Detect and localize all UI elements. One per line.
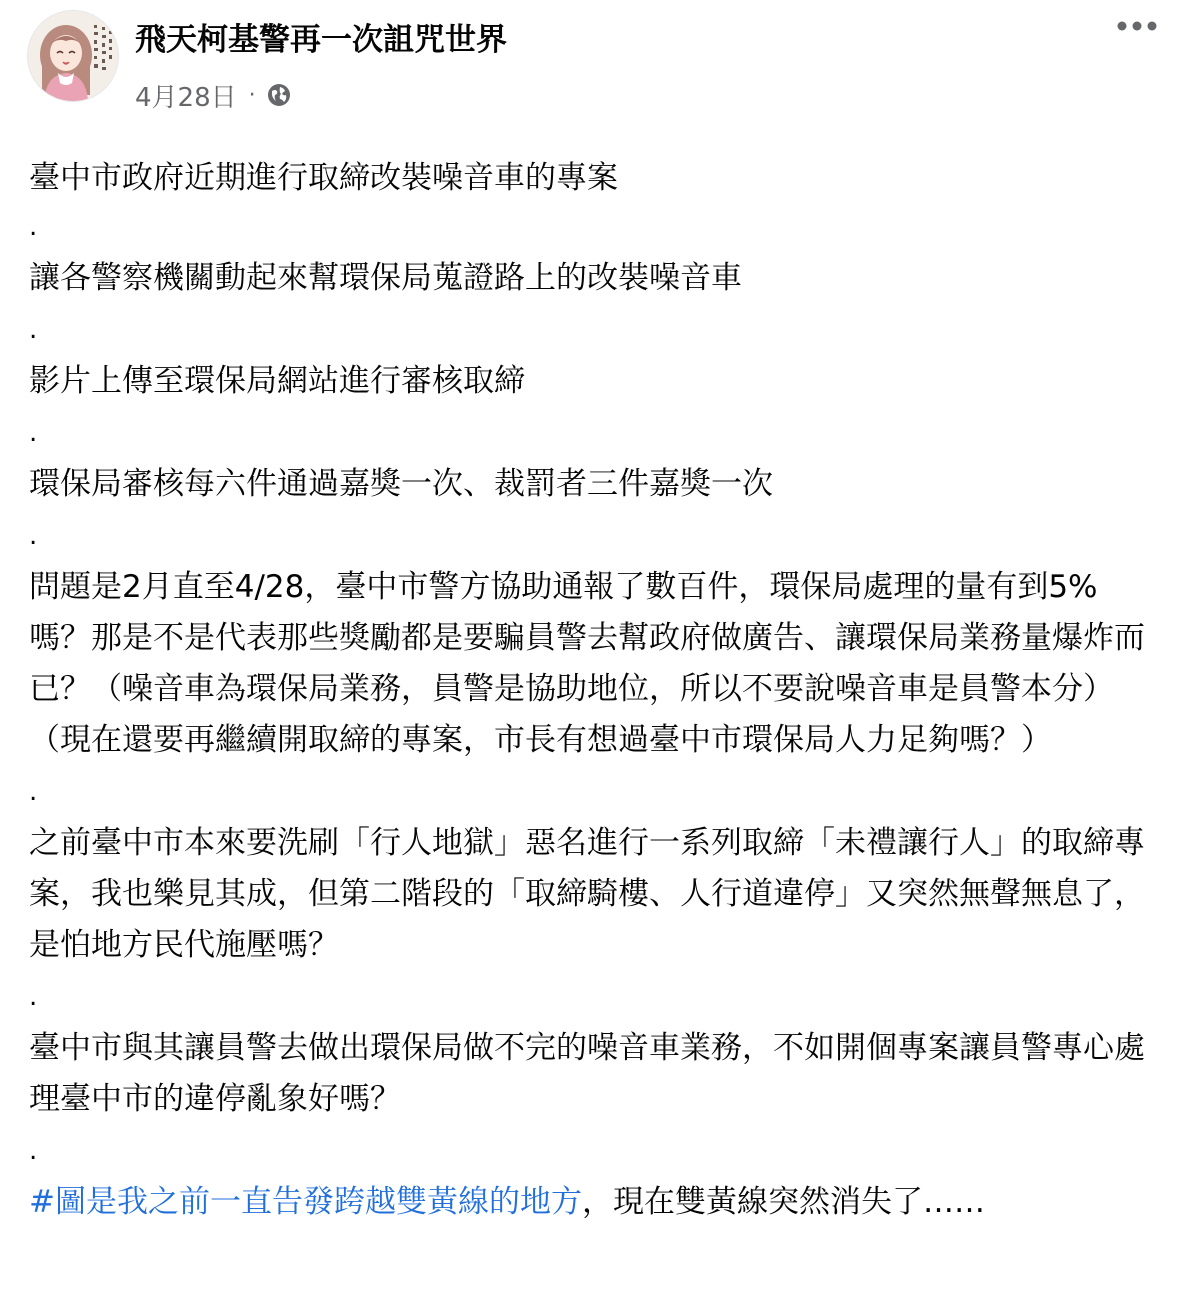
dot-separator: .	[29, 212, 38, 242]
dot-separator: .	[29, 521, 38, 551]
author-avatar[interactable]	[27, 10, 119, 102]
more-horizontal-icon	[1112, 16, 1162, 36]
post-paragraph: 讓各警察機關動起來幫環保局蒐證路上的改裝噪音車	[29, 260, 742, 296]
meta-separator: ·	[248, 82, 256, 108]
post-text: ，現在雙黃線突然消失了……	[581, 1184, 985, 1220]
post-meta	[135, 76, 292, 114]
dot-separator: .	[29, 1136, 38, 1166]
more-options-button[interactable]	[1112, 6, 1162, 46]
dot-separator: .	[29, 982, 38, 1012]
post-paragraph-last	[29, 1177, 1159, 1228]
anime-girl-avatar-icon	[28, 11, 118, 101]
post-paragraph: 影片上傳至環保局網站進行審核取締	[29, 363, 525, 399]
post-paragraph: （現在還要再繼續開取締的專案，市長有想過臺中市環保局人力足夠嗎？）	[29, 722, 1052, 758]
dot-separator: .	[29, 777, 38, 807]
post-paragraph: 之前臺中市本來要洗刷「行人地獄」惡名進行一系列取締「未禮讓行人」的取締專案，我也樂見其成，但第二階段的「取締騎樓、人行道違停」又突然無聲無息了，是怕地方民代施壓嗎？	[29, 825, 1145, 963]
dot-separator: .	[29, 315, 38, 345]
dot-separator: .	[29, 418, 38, 448]
post-paragraph: 臺中市政府近期進行取締改裝噪音車的專案	[29, 160, 618, 196]
author-name[interactable]: 飛天柯基警再一次詛咒世界	[135, 22, 507, 58]
globe-icon[interactable]	[266, 82, 292, 108]
hashtag-link[interactable]: #圖是我之前一直告發跨越雙黃線的地方	[29, 1184, 582, 1220]
post-paragraph: 環保局審核每六件通過嘉獎一次、裁罰者三件嘉獎一次	[29, 466, 773, 502]
post-paragraph: 臺中市與其讓員警去做出環保局做不完的噪音車業務，不如開個專案讓員警專心處理臺中市的違停亂象好嗎？	[29, 1030, 1145, 1117]
post-body	[29, 153, 1159, 1228]
post-date[interactable]: 4月28日	[135, 82, 237, 113]
post-header	[0, 0, 1177, 120]
post-paragraph: 問題是2月直至4/28，臺中市警方協助通報了數百件，環保局處理的量有到5%嗎？那是不是代表那些獎勵都是要騙員警去幫政府做廣告、讓環保局業務量爆炸而已？（噪音車為環保局業務，員警是協助地位，所以不要說噪音車是員警本分）	[29, 569, 1145, 707]
